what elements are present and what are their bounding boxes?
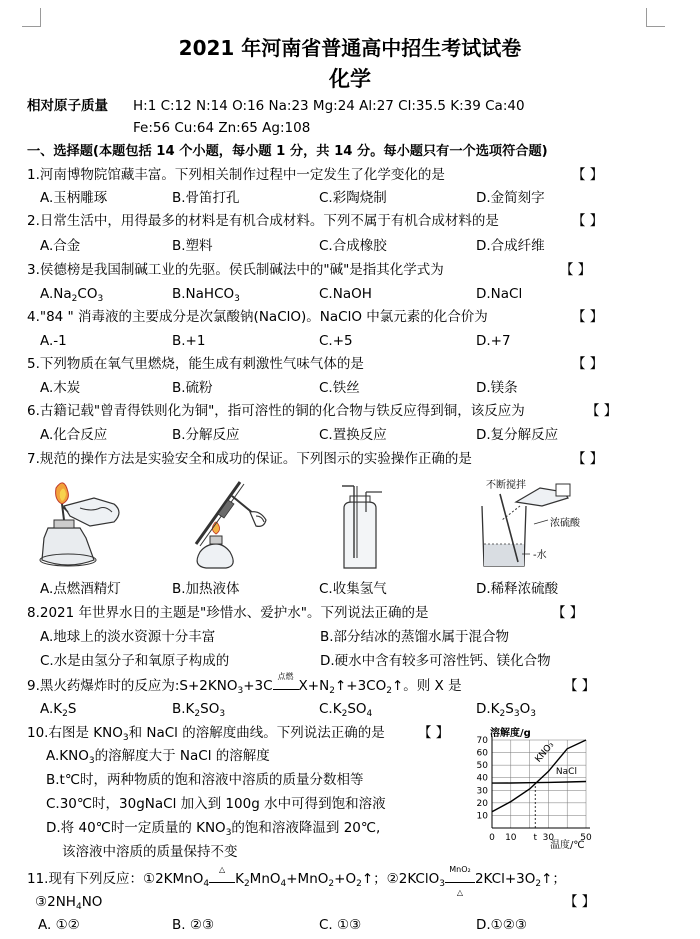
answer-bracket[interactable]: 【 】 (564, 678, 596, 694)
q5-option-b[interactable]: B.硫粉 (172, 380, 213, 396)
q10-option-b[interactable]: B.t℃时，两种物质的饱和溶液中溶质的质量分数相等 (46, 772, 364, 788)
question-2-stem: 2.日常生活中，用得最多的材料是有机合成材料。下列不属于有机合成材料的是 (27, 213, 499, 229)
answer-bracket[interactable]: 【 】 (418, 725, 450, 741)
question-8-stem: 8.2021 年世界水日的主题是"珍惜水、爱护水"。下列说法正确的是 (27, 605, 429, 621)
chart-series (492, 740, 586, 812)
q1-option-a[interactable]: A.玉柄雕琢 (40, 190, 108, 206)
question-1-stem: 1.河南博物院馆藏丰富。下列相关制作过程中一定发生了化学变化的是 (27, 167, 445, 183)
answer-bracket[interactable]: 【 】 (552, 605, 584, 621)
chart-x-tick-label: 10 (505, 833, 517, 843)
q1-option-b[interactable]: B.骨笛打孔 (172, 190, 240, 206)
figure-heating-liquid (180, 474, 280, 574)
q3-option-d[interactable]: D.NaCl (476, 286, 523, 302)
q10-option-d[interactable]: D.将 40℃时一定质量的 $KNO_3$的饱和溶液降温到 20℃, (46, 820, 381, 838)
q3-option-b[interactable]: B.NaHCO$_3$ (172, 286, 240, 304)
chart-y-tick-label: 10 (476, 811, 488, 822)
q1-option-c[interactable]: C.彩陶烧制 (319, 190, 387, 206)
exam-title: 2021 年河南省普通高中招生考试试卷 (178, 36, 522, 60)
answer-bracket[interactable]: 【 】 (586, 403, 618, 419)
question-10-stem: 10.右图是 $KNO_3$和 NaCl 的溶解度曲线。下列说法正确的是 (27, 725, 385, 743)
q5-option-a[interactable]: A.木炭 (40, 380, 81, 396)
q6-option-d[interactable]: D.复分解反应 (476, 427, 559, 443)
q2-option-c[interactable]: C.合成橡胶 (319, 238, 387, 254)
question-4-stem: 4."84 " 消毒液的主要成分是次氯酸钠(NaClO)。NaClO 中氯元素的化合价为 (27, 309, 488, 325)
q8-option-a[interactable]: A.地球上的淡水资源十分丰富 (40, 629, 216, 645)
q11-option-d[interactable]: D.①②③ (476, 917, 527, 933)
q7-option-d[interactable]: D.稀释浓硫酸 (476, 581, 559, 597)
q8-option-d[interactable]: D.硬水中含有较多可溶性钙、镁化合物 (320, 653, 551, 669)
q10-option-d-continued: 该溶液中溶质的质量保持不变 (62, 844, 238, 860)
solubility-curve-chart (462, 724, 612, 852)
chart-x-tick-label: t (533, 833, 538, 843)
q1-option-d[interactable]: D.金简刻字 (476, 190, 545, 206)
q9-option-d[interactable]: $D.K_2S_3O_3$ (476, 701, 536, 719)
series-label-nacl: NaCl (555, 766, 577, 777)
series-line-nacl (492, 782, 586, 784)
section-heading: 一、选择题(本题包括 14 个小题，每小题 1 分，共 14 分。每小题只有一个选项符合题) (27, 144, 548, 159)
question-6-stem: 6.古籍记载"曾青得铁则化为铜"，指可溶性的铜的化合物与铁反应得到铜，该反应为 (27, 403, 525, 419)
chart-x-tick-label: 0 (489, 833, 495, 843)
answer-bracket[interactable]: 【 】 (572, 213, 604, 229)
page-corner-mark (646, 8, 665, 27)
q7-option-a[interactable]: A.点燃酒精灯 (40, 581, 121, 597)
q4-option-a[interactable]: A.-1 (40, 333, 67, 349)
question-7-stem: 7.规范的操作方法是实验安全和成功的保证。下列图示的实验操作正确的是 (27, 451, 472, 467)
chart-y-tick-label: 60 (476, 748, 488, 759)
question-11-stem-continued: $③2NH_4NO$ (35, 894, 103, 912)
chart-xlabel: 温度/℃ (550, 840, 585, 851)
q8-option-b[interactable]: B.部分结冰的蒸馏水属于混合物 (320, 629, 510, 645)
answer-bracket[interactable]: 【 】 (560, 262, 592, 278)
answer-bracket[interactable]: 【 】 (564, 894, 596, 910)
question-3-stem: 3.侯德榜是我国制碱工业的先驱。侯氏制碱法中的"碱"是指其化学式为 (27, 262, 444, 278)
question-9-stem: 9.黑火药爆炸时的反应为$:S+2KNO_3+3C$ 点燃 $X+N_2↑+3CO_2↑$。则 X 是 (27, 672, 462, 696)
figure-lighting-alcohol-lamp (34, 478, 144, 574)
q11-option-b[interactable]: B. ②③ (172, 917, 215, 933)
q2-option-d[interactable]: D.合成纤维 (476, 238, 545, 254)
chart-y-tick-label: 20 (476, 798, 488, 809)
chart-x-tick-label: 30 (542, 833, 555, 843)
answer-bracket[interactable]: 【 】 (572, 356, 604, 372)
chart-x-tick-label: 50 (580, 833, 592, 843)
answer-bracket[interactable]: 【 】 (572, 167, 604, 183)
figure-collecting-gas (338, 482, 388, 574)
q8-option-c[interactable]: C.水是由氢分子和氧原子构成的 (40, 653, 230, 669)
q10-option-c[interactable]: C.30℃时，30gNaCl 加入到 100g 水中可得到饱和溶液 (46, 796, 386, 812)
q10-option-a[interactable]: $A.KNO_3$的溶解度大于 NaCl 的溶解度 (46, 748, 270, 766)
page-corner-mark (22, 8, 41, 27)
answer-bracket[interactable]: 【 】 (572, 451, 604, 467)
q9-option-a[interactable]: $A.K_2S$ (40, 701, 77, 719)
question-11-stem: 11.现有下列反应：①2KMnO$_4$ △ $K_2MnO_4+MnO_2+O_2↑$；②2KClO$_3$ MnO₂ △ $2KCl+3O_2↑$； (27, 865, 566, 897)
q5-option-c[interactable]: C.铁丝 (319, 380, 360, 396)
chart-y-tick-label: 40 (476, 773, 488, 784)
q11-option-c[interactable]: C. ①③ (319, 917, 362, 933)
q3-option-c[interactable]: C.NaOH (319, 286, 372, 302)
exam-subject: 化学 (329, 67, 371, 91)
q11-option-a[interactable]: A. ①② (38, 917, 80, 933)
chart-ticks (477, 736, 592, 843)
q2-option-b[interactable]: B.塑料 (172, 238, 213, 254)
q6-option-b[interactable]: B.分解反应 (172, 427, 240, 443)
atomic-mass-label: 相对原子质量 (27, 98, 108, 114)
chart-y-tick-label: 70 (476, 736, 488, 746)
q4-option-d[interactable]: D.+7 (476, 333, 511, 349)
answer-bracket[interactable]: 【 】 (572, 309, 604, 325)
q6-option-c[interactable]: C.置换反应 (319, 427, 387, 443)
q2-option-a[interactable]: A.合金 (40, 238, 81, 254)
q7-option-c[interactable]: C.收集氢气 (319, 581, 387, 597)
figure-label-water: -水 (533, 550, 547, 561)
figure-label-stir: 不断搅拌 (486, 480, 526, 491)
chart-ylabel: 溶解度/g (490, 728, 531, 739)
q4-option-b[interactable]: B.+1 (172, 333, 206, 349)
atomic-mass-row1: H:1 C:12 N:14 O:16 Na:23 Mg:24 Al:27 Cl:35.5 K:39 Ca:40 (133, 98, 525, 114)
q3-option-a[interactable]: $A.Na_2CO_3$ (40, 286, 104, 304)
q7-option-b[interactable]: B.加热液体 (172, 581, 240, 597)
series-label-kno3: KNO₃ (533, 740, 557, 765)
chart-y-tick-label: 30 (476, 786, 488, 797)
q5-option-d[interactable]: D.镁条 (476, 380, 518, 396)
figure-label-acid: 浓硫酸 (550, 518, 580, 529)
q9-option-b[interactable]: $B.K_2SO_3$ (172, 701, 226, 719)
atomic-mass-row2: Fe:56 Cu:64 Zn:65 Ag:108 (133, 120, 311, 136)
question-5-stem: 5.下列物质在氧气里燃烧，能生成有刺激性气味气体的是 (27, 356, 364, 372)
q6-option-a[interactable]: A.化合反应 (40, 427, 108, 443)
q9-option-c[interactable]: $C.K_2SO_4$ (319, 701, 373, 719)
chart-y-tick-label: 50 (476, 761, 488, 772)
q4-option-c[interactable]: C.+5 (319, 333, 353, 349)
